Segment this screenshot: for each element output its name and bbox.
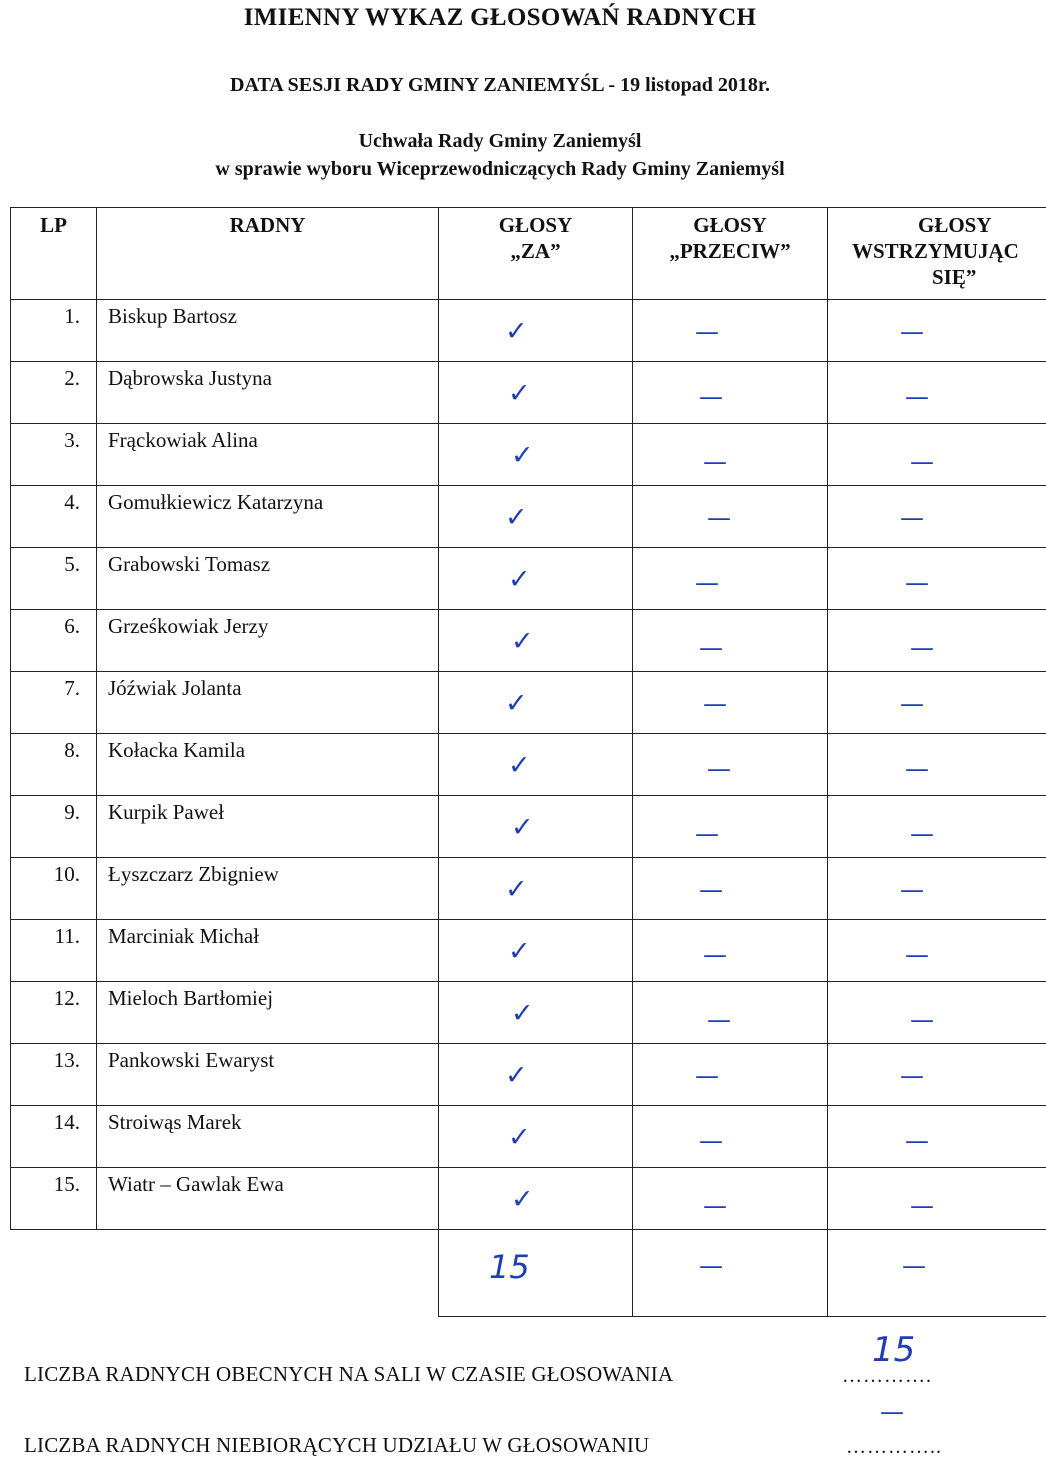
table-row [11, 1168, 1046, 1230]
dash-mark: — [703, 448, 727, 476]
table-row [11, 858, 1046, 920]
check-mark: ✓ [511, 812, 534, 843]
dash-mark: — [695, 569, 719, 597]
row-abstain-cell [828, 1044, 1046, 1106]
table-row [11, 486, 1046, 548]
table-row [11, 1106, 1046, 1168]
row-abstain-cell [828, 858, 1046, 920]
row-for-cell [439, 920, 633, 982]
dash-mark: — [703, 941, 727, 969]
header-against-line1: GŁOSY [693, 213, 767, 237]
check-mark: ✓ [505, 502, 528, 533]
header-for-line2: „ZA” [510, 239, 561, 263]
row-for-cell [439, 982, 633, 1044]
row-for-cell [439, 1044, 633, 1106]
row-name: Wiatr – Gawlak Ewa [97, 1168, 439, 1230]
dash-mark: — [707, 504, 731, 532]
row-against-cell [633, 548, 828, 610]
row-for-cell [439, 858, 633, 920]
session-date: DATA SESJI RADY GMINY ZANIEMYŚL - 19 listopad 2018r. [230, 74, 770, 96]
dash-mark: — [910, 1192, 934, 1220]
check-mark: ✓ [508, 378, 531, 409]
row-lp: 4. [11, 486, 97, 548]
row-against-cell [633, 858, 828, 920]
dash-mark: — [900, 318, 924, 346]
absent-count-value: — [880, 1398, 904, 1426]
dash-mark: — [900, 690, 924, 718]
row-lp: 14. [11, 1106, 97, 1168]
absent-count-dots: ………….. [846, 1436, 942, 1458]
resolution-subject: w sprawie wyboru Wiceprzewodniczących Rady Gminy Zaniemyśl [215, 158, 785, 180]
dash-mark: — [905, 1127, 929, 1155]
row-abstain-cell [828, 362, 1046, 424]
check-mark: ✓ [511, 626, 534, 657]
dash-mark: — [707, 755, 731, 783]
row-against-cell [633, 424, 828, 486]
present-count-dots: …………. [842, 1365, 932, 1387]
total-abstain: — [902, 1252, 926, 1280]
row-for-cell [439, 362, 633, 424]
table-body [11, 300, 1046, 1230]
row-name: Jóźwiak Jolanta [97, 672, 439, 734]
row-name: Pankowski Ewaryst [97, 1044, 439, 1106]
check-mark: ✓ [505, 316, 528, 347]
table-row [11, 548, 1046, 610]
row-name: Kurpik Paweł [97, 796, 439, 858]
header-against [633, 208, 828, 300]
dash-mark: — [707, 1006, 731, 1034]
dash-mark: — [905, 383, 929, 411]
table-row [11, 610, 1046, 672]
table-row [11, 734, 1046, 796]
row-name: Marciniak Michał [97, 920, 439, 982]
totals-row [11, 1230, 1046, 1317]
row-name: Kołacka Kamila [97, 734, 439, 796]
dash-mark: — [695, 318, 719, 346]
row-name: Dąbrowska Justyna [97, 362, 439, 424]
dash-mark: — [910, 448, 934, 476]
check-mark: ✓ [511, 440, 534, 471]
row-against-cell [633, 362, 828, 424]
dash-mark: — [703, 1192, 727, 1220]
row-lp: 13. [11, 1044, 97, 1106]
table-row [11, 796, 1046, 858]
row-against-cell [633, 982, 828, 1044]
row-against-cell [633, 486, 828, 548]
row-abstain-cell [828, 920, 1046, 982]
header-against-line2: „PRZECIW” [669, 239, 791, 263]
dash-mark: — [900, 876, 924, 904]
header-name: RADNY [97, 208, 439, 300]
dash-mark: — [900, 504, 924, 532]
row-against-cell [633, 1044, 828, 1106]
row-for-cell [439, 300, 633, 362]
row-for-cell [439, 1106, 633, 1168]
row-name: Gomułkiewicz Katarzyna [97, 486, 439, 548]
check-mark: ✓ [508, 750, 531, 781]
row-abstain-cell [828, 300, 1046, 362]
dash-mark: — [910, 1006, 934, 1034]
voting-table [10, 207, 1046, 1317]
row-abstain-cell [828, 1168, 1046, 1230]
row-against-cell [633, 1106, 828, 1168]
row-against-cell [633, 734, 828, 796]
dash-mark: — [905, 569, 929, 597]
total-against: — [699, 1252, 723, 1280]
dash-mark: — [905, 755, 929, 783]
row-lp: 2. [11, 362, 97, 424]
row-lp: 8. [11, 734, 97, 796]
row-lp: 15. [11, 1168, 97, 1230]
row-for-cell [439, 796, 633, 858]
row-lp: 3. [11, 424, 97, 486]
row-name: Frąckowiak Alina [97, 424, 439, 486]
table-row [11, 982, 1046, 1044]
row-name: Grześkowiak Jerzy [97, 610, 439, 672]
row-lp: 5. [11, 548, 97, 610]
dash-mark: — [699, 634, 723, 662]
row-for-cell [439, 672, 633, 734]
dash-mark: — [905, 941, 929, 969]
header-abstain [828, 208, 1046, 300]
row-abstain-cell [828, 1106, 1046, 1168]
check-mark: ✓ [505, 688, 528, 719]
present-count-value: 15 [872, 1330, 916, 1370]
total-against-cell [633, 1230, 828, 1317]
row-lp: 12. [11, 982, 97, 1044]
row-against-cell [633, 610, 828, 672]
check-mark: ✓ [511, 998, 534, 1029]
table-row [11, 362, 1046, 424]
total-for-cell [439, 1230, 633, 1317]
header-for-line1: GŁOSY [498, 213, 573, 237]
header-lp: LP [11, 208, 97, 300]
table-header-row [11, 208, 1046, 300]
row-for-cell [439, 734, 633, 796]
dash-mark: — [699, 876, 723, 904]
check-mark: ✓ [511, 1184, 534, 1215]
resolution-title: Uchwała Rady Gminy Zaniemyśl [358, 130, 642, 152]
check-mark: ✓ [508, 1122, 531, 1153]
row-abstain-cell [828, 672, 1046, 734]
row-for-cell [439, 548, 633, 610]
row-abstain-cell [828, 424, 1046, 486]
row-lp: 10. [11, 858, 97, 920]
table-row [11, 424, 1046, 486]
table-row [11, 672, 1046, 734]
dash-mark: — [910, 820, 934, 848]
row-against-cell [633, 1168, 828, 1230]
row-against-cell [633, 920, 828, 982]
row-lp: 6. [11, 610, 97, 672]
absent-count-label: LICZBA RADNYCH NIEBIORĄCYCH UDZIAŁU W GŁOSOWANIU [24, 1433, 650, 1457]
dash-mark: — [699, 383, 723, 411]
dash-mark: — [900, 1062, 924, 1090]
row-lp: 1. [11, 300, 97, 362]
row-for-cell [439, 424, 633, 486]
header-for [439, 208, 633, 300]
check-mark: ✓ [505, 874, 528, 905]
row-name: Łyszczarz Zbigniew [97, 858, 439, 920]
row-for-cell [439, 1168, 633, 1230]
table-row [11, 1044, 1046, 1106]
table-row [11, 300, 1046, 362]
dash-mark: — [695, 820, 719, 848]
dash-mark: — [699, 1127, 723, 1155]
row-for-cell [439, 486, 633, 548]
dash-mark: — [695, 1062, 719, 1090]
check-mark: ✓ [508, 936, 531, 967]
row-against-cell [633, 796, 828, 858]
row-lp: 11. [11, 920, 97, 982]
table-row [11, 920, 1046, 982]
total-for: 15 [489, 1248, 530, 1286]
dash-mark: — [703, 690, 727, 718]
row-name: Biskup Bartosz [97, 300, 439, 362]
totals-empty-lp [11, 1230, 97, 1317]
row-against-cell [633, 672, 828, 734]
row-lp: 7. [11, 672, 97, 734]
document-title: IMIENNY WYKAZ GŁOSOWAŃ RADNYCH [243, 4, 757, 31]
row-against-cell [633, 300, 828, 362]
row-name: Mieloch Bartłomiej [97, 982, 439, 1044]
totals-empty-name [97, 1230, 439, 1317]
row-abstain-cell [828, 734, 1046, 796]
row-lp: 9. [11, 796, 97, 858]
present-count-label: LICZBA RADNYCH OBECNYCH NA SALI W CZASIE GŁOSOWANIA [24, 1362, 674, 1386]
row-for-cell [439, 610, 633, 672]
row-abstain-cell [828, 796, 1046, 858]
header-abstain-line3: SIĘ” [932, 265, 977, 289]
row-abstain-cell [828, 610, 1046, 672]
dash-mark: — [910, 634, 934, 662]
header-abstain-line1: GŁOSY [918, 213, 992, 237]
row-abstain-cell [828, 548, 1046, 610]
check-mark: ✓ [508, 564, 531, 595]
header-abstain-line2: WSTRZYMUJĄC [852, 239, 1019, 263]
check-mark: ✓ [505, 1060, 528, 1091]
total-abstain-cell [828, 1230, 1046, 1317]
row-abstain-cell [828, 982, 1046, 1044]
row-abstain-cell [828, 486, 1046, 548]
row-name: Grabowski Tomasz [97, 548, 439, 610]
row-name: Stroiwąs Marek [97, 1106, 439, 1168]
